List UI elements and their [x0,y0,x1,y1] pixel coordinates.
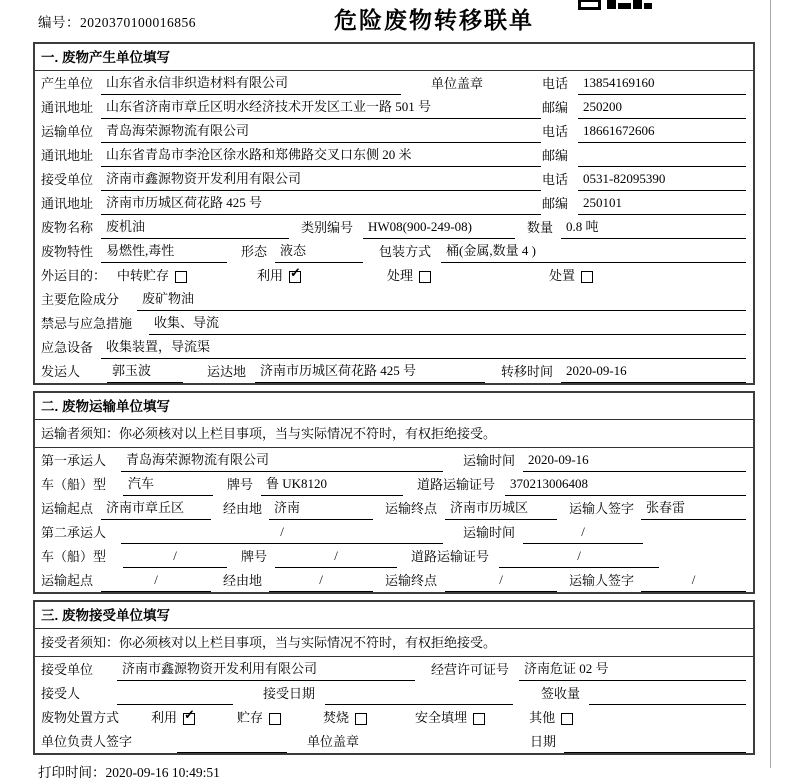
quantity-label: 数量 [527,220,554,235]
carrier-sign-label: 运输人签字 [569,573,635,588]
disposal-option-landfill [415,706,485,729]
row-vehicle-2 [35,544,753,568]
row-emergency-equipment [35,335,753,359]
option-label: 焚烧 [323,710,350,725]
vehicle-label: 车（船）型 [41,549,107,564]
transporter-address-value: 山东省青岛市李沧区徐水路和郑佛路交叉口东侧 20 米 [101,143,541,167]
print-time-value: 2020-09-16 10:49:51 [105,765,220,780]
section-transporter-title: 二. 废物运输单位填写 [35,393,753,420]
date2-value [564,752,746,753]
doc-number-value: 2020370100016856 [80,15,196,30]
end-label: 运输终点 [385,573,438,588]
transport-time1-value: 2020-09-16 [523,448,746,472]
doc-number-label: 编号： [38,15,80,30]
purpose-option-use [257,264,301,287]
via2-value: / [269,568,373,592]
danger-value: 废矿物油 [137,287,746,311]
checkbox-storage [269,713,281,725]
equipment-value: 收集装置，导流渠 [101,335,746,359]
transport-time-label: 运输时间 [463,525,516,540]
origin1-value: 济南市章丘区 [101,496,211,520]
qr-block [644,3,652,9]
row-consignor [35,359,753,383]
waste-name-value: 废机油 [101,215,289,239]
section-receiver [33,600,755,755]
permit-value: 济南危证 02 号 [519,657,746,681]
purpose-option-dispose [549,264,593,287]
checkbox-use [289,271,301,283]
option-label: 中转贮存 [117,268,170,283]
address-label: 通讯地址 [41,100,94,115]
disposal-option-storage [237,706,281,729]
disposal-option-use [151,706,195,729]
receiver-value: 济南市鑫源物资开发利用有限公司 [101,167,541,191]
transporter-value: 青岛海荣源物流有限公司 [101,119,541,143]
option-label: 处置 [549,268,576,283]
row-route-1 [35,496,753,520]
address-label: 通讯地址 [41,148,94,163]
phone-label: 电话 [542,172,569,187]
page-title: 危险废物转移联单 [334,8,534,33]
print-time [33,761,755,781]
option-label: 利用 [151,710,178,725]
form-label: 形态 [241,244,268,259]
row-transporter [35,119,753,143]
origin2-value: / [101,568,211,592]
date-label: 日期 [530,734,557,749]
carrier-sign-label: 运输人签字 [569,501,635,516]
receiver-zip-value: 250101 [578,191,746,215]
carrier-sign2-value: / [641,568,746,592]
carrier2-value: / [121,520,443,544]
option-label: 处理 [387,268,414,283]
transporter-label: 运输单位 [41,124,94,139]
row-disposal-method [35,705,753,729]
option-label: 安全填埋 [415,710,468,725]
checkbox-dispose [581,271,593,283]
disposal-option-other [529,706,573,729]
disposal-label: 废物处置方式 [41,710,120,725]
checkbox-use [183,713,195,725]
producer-value: 山东省永信非织造材料有限公司 [101,71,401,95]
vehicle-label: 车（船）型 [41,477,107,492]
origin-label: 运输起点 [41,501,94,516]
section-transporter [33,391,755,594]
receive-date-value [325,704,513,705]
road-license1-value: 370213006408 [505,472,746,496]
row-second-carrier [35,520,753,544]
receive-date-label: 接受日期 [263,686,316,701]
option-label: 贮存 [237,710,264,725]
form-value: 液态 [275,239,363,263]
end2-value: / [445,568,557,592]
transporter-notice: 运输者须知：你必须核对以上栏目事项，当与实际情况不符时，有权拒绝接受。 [35,420,753,448]
packing-label: 包装方式 [379,244,432,259]
carrier-sign1-value: 张春雷 [641,496,746,520]
emergency-label: 禁忌与应急措施 [41,316,133,331]
section-receiver-title: 三. 废物接受单位填写 [35,602,753,629]
zip-label: 邮编 [542,100,569,115]
phone-label: 电话 [542,76,569,91]
destination-value: 济南市历城区荷花路 425 号 [255,359,485,383]
consignor-label: 发运人 [41,364,81,379]
row-route-2 [35,568,753,592]
character-value: 易燃性,毒性 [101,239,227,263]
carrier1-value: 青岛海荣源物流有限公司 [121,448,443,472]
zip-label: 邮编 [542,196,569,211]
quantity-value: 0.8 吨 [561,215,746,239]
checkbox-other [561,713,573,725]
plate-label: 牌号 [241,549,268,564]
purpose-option-treat [387,264,431,287]
via1-value: 济南 [269,496,373,520]
qr-block [578,0,601,10]
receiver-notice: 接受者须知：你必须核对以上栏目事项，当与实际情况不符时，有权拒绝接受。 [35,629,753,657]
row-danger-component [35,287,753,311]
receiver-label: 接受单位 [41,172,94,187]
manifest-form [33,42,755,781]
row-emergency-measures [35,311,753,335]
carrier2-label: 第二承运人 [41,525,107,540]
head-sign-label: 单位负责人签字 [41,734,133,749]
receive-person-label: 接受人 [41,686,81,701]
phone-label: 电话 [542,124,569,139]
destination-label: 运达地 [207,364,247,379]
carrier1-label: 第一承运人 [41,453,107,468]
packing-value: 桶(金属,数量 4 ) [441,239,746,263]
print-time-label: 打印时间： [38,765,106,780]
emergency-value: 收集、导流 [149,311,746,335]
disposal-option-incinerate [323,706,367,729]
zip-label: 邮编 [542,148,569,163]
option-label: 其他 [529,710,556,725]
row-receive-unit [35,657,753,681]
purpose-label: 外运目的： [41,268,107,283]
producer-phone-value: 13854169160 [578,71,746,95]
checkbox-landfill [473,713,485,725]
transfer-time-label: 转移时间 [501,364,554,379]
transporter-phone-value: 18661672606 [578,119,746,143]
row-vehicle-1 [35,472,753,496]
waste-name-label: 废物名称 [41,220,94,235]
qr-block [607,0,616,9]
transport-time-label: 运输时间 [463,453,516,468]
qr-block [633,0,642,9]
via-label: 经由地 [223,501,263,516]
receipt-qty-label: 签收量 [541,686,581,701]
row-producer [35,71,753,95]
equipment-label: 应急设备 [41,340,94,355]
page-edge-divider [770,0,771,768]
checkbox-treat [419,271,431,283]
receive-unit-value: 济南市鑫源物资开发利用有限公司 [117,657,415,681]
character-label: 废物特性 [41,244,94,259]
vehicle1-value: 汽车 [123,472,213,496]
option-label: 利用 [257,268,284,283]
qr-block [618,3,631,9]
row-producer-address [35,95,753,119]
row-transfer-purpose [35,263,753,287]
consignor-value: 郭玉波 [107,359,183,383]
head-sign-value [177,752,287,753]
row-head-signature [35,729,753,753]
row-receiver-address [35,191,753,215]
section-producer-title: 一. 废物产生单位填写 [35,44,753,71]
receive-unit-label: 接受单位 [41,662,94,677]
road-license-label: 道路运输证号 [411,549,490,564]
category-label: 类别编号 [301,220,354,235]
end1-value: 济南市历城区 [445,496,557,520]
receive-person-value [117,704,233,705]
receipt-qty-value [589,704,746,705]
section-producer [33,42,755,385]
end-label: 运输终点 [385,501,438,516]
via-label: 经由地 [223,573,263,588]
permit-label: 经营许可证号 [431,662,510,677]
row-waste-character [35,239,753,263]
origin-label: 运输起点 [41,573,94,588]
road-license2-value: / [499,544,659,568]
row-first-carrier [35,448,753,472]
producer-zip-value: 250200 [578,95,746,119]
producer-address-value: 山东省济南市章丘区明水经济技术开发区工业一路 501 号 [101,95,541,119]
row-receive-person [35,681,753,705]
address-label: 通讯地址 [41,196,94,211]
transfer-time-value: 2020-09-16 [561,359,746,383]
danger-label: 主要危险成分 [41,292,120,307]
plate2-value: / [275,544,397,568]
seal-label: 单位盖章 [431,76,484,91]
row-receiver [35,167,753,191]
receiver-address-value: 济南市历城区荷花路 425 号 [101,191,541,215]
row-waste-name [35,215,753,239]
plate1-value: 鲁 UK8120 [261,472,403,496]
doc-number [38,11,196,31]
road-license-label: 道路运输证号 [417,477,496,492]
producer-label: 产生单位 [41,76,94,91]
checkbox-storage [175,271,187,283]
purpose-option-storage [117,264,187,287]
receiver-phone-value: 0531-82095390 [578,167,746,191]
transport-time2-value: / [523,520,643,544]
row-transporter-address [35,143,753,167]
vehicle2-value: / [123,544,227,568]
unit-seal-label: 单位盖章 [307,734,360,749]
category-value: HW08(900-249-08) [363,215,515,239]
checkbox-incinerate [355,713,367,725]
plate-label: 牌号 [227,477,254,492]
